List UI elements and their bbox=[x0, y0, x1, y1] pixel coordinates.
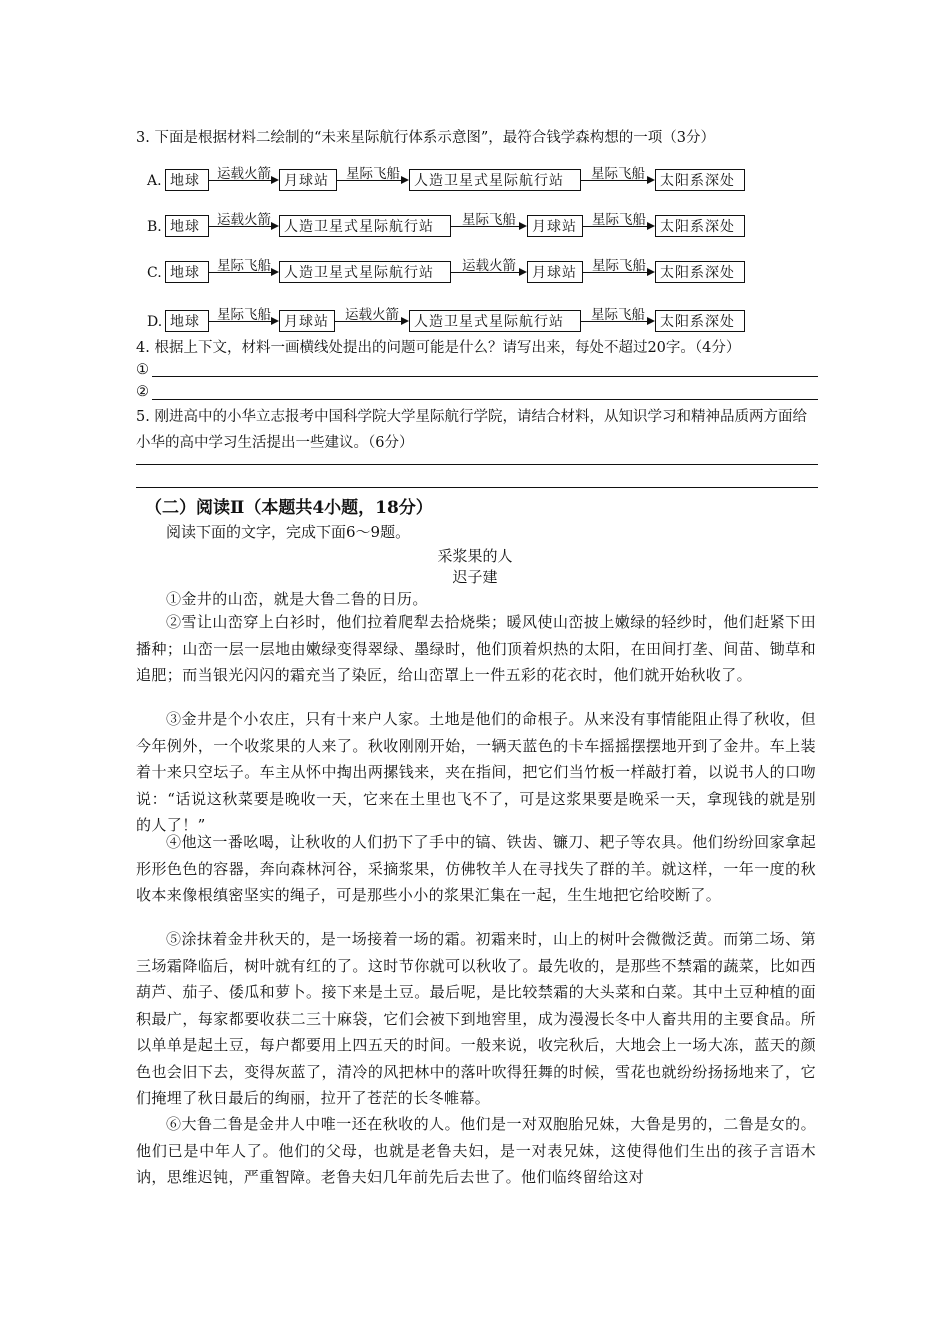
arrow-head-icon bbox=[271, 317, 279, 325]
paragraph-2: ②雪让山峦穿上白衫时，他们拉着爬犁去拾烧柴；暖风使山峦披上嫩绿的轻纱时，他们赶紧下田播种；山峦一层一层地由嫩绿变得翠绿、墨绿时，他们顶着炽热的太阳，在田间打垄、间苗、锄草和追肥；而当银光闪闪的霜充当了染匠，给山峦罩上一件五彩的花衣时，他们就开始秋收了。 bbox=[136, 613, 816, 684]
arrow-label: 星际飞船 bbox=[346, 166, 400, 182]
answer-label-2: ② bbox=[136, 384, 149, 400]
arrow-connector bbox=[583, 258, 655, 286]
answer-line-3[interactable] bbox=[136, 464, 818, 465]
arrow-head-icon bbox=[271, 222, 279, 230]
node-deep-solar-system: 太阳系深处 bbox=[655, 261, 745, 283]
node-earth: 地球 bbox=[165, 169, 209, 191]
arrow-shaft bbox=[451, 272, 521, 273]
node-moon-station: 月球站 bbox=[279, 169, 337, 191]
node-deep-solar-system: 太阳系深处 bbox=[655, 215, 745, 237]
arrow-head-icon bbox=[647, 176, 655, 184]
arrow-connector bbox=[209, 166, 279, 194]
arrow-shaft bbox=[209, 180, 273, 181]
arrow-label: 星际飞船 bbox=[592, 212, 646, 228]
arrow-shaft bbox=[335, 321, 403, 322]
arrow-head-icon bbox=[271, 268, 279, 276]
node-earth: 地球 bbox=[165, 215, 209, 237]
arrow-shaft bbox=[583, 226, 649, 227]
node-satellite-station: 人造卫星式星际航行站 bbox=[409, 310, 581, 332]
answer-line-4[interactable] bbox=[136, 487, 818, 488]
arrow-head-icon bbox=[647, 268, 655, 276]
answer-line-2[interactable] bbox=[152, 399, 818, 400]
arrow-label: 运载火箭 bbox=[217, 212, 271, 228]
reading-instruction: 阅读下面的文字，完成下面6～9题。 bbox=[166, 523, 411, 541]
option-b[interactable] bbox=[147, 212, 767, 242]
arrow-shaft bbox=[583, 272, 649, 273]
arrow-head-icon bbox=[401, 176, 409, 184]
arrow-label: 星际飞船 bbox=[462, 212, 516, 228]
arrow-connector bbox=[451, 258, 527, 286]
article-author: 迟子建 bbox=[452, 568, 498, 586]
option-letter: A. bbox=[147, 173, 162, 189]
arrow-label: 运载火箭 bbox=[345, 307, 399, 323]
paragraph-4: ④他这一番吆喝，让秋收的人们扔下了手中的镐、铁齿、镰刀、耙子等农具。他们纷纷回家拿起形形色色的容器，奔向森林河谷，采摘浆果，仿佛牧羊人在寻找失了群的羊。就这样，一年一度的秋收本来像根缜密坚实的绳子，可是那些小小的浆果汇集在一起，生生地把它给咬断了。 bbox=[136, 833, 816, 904]
arrow-connector bbox=[335, 307, 409, 335]
node-moon-station: 月球站 bbox=[527, 215, 583, 237]
article-title: 采浆果的人 bbox=[437, 547, 513, 565]
option-c[interactable] bbox=[147, 258, 767, 288]
arrow-head-icon bbox=[647, 222, 655, 230]
arrow-shaft bbox=[451, 226, 521, 227]
arrow-connector bbox=[209, 307, 279, 335]
node-earth: 地球 bbox=[165, 261, 209, 283]
node-satellite-station: 人造卫星式星际航行站 bbox=[279, 215, 451, 237]
arrow-connector bbox=[337, 166, 409, 194]
node-moon-station: 月球站 bbox=[279, 310, 335, 332]
paragraph-5: ⑤涂抹着金井秋天的，是一场接着一场的霜。初霜来时，山上的树叶会微微泛黄。而第二场、第三场霜降临后，树叶就有红的了。这时节你就可以秋收了。最先收的，是那些不禁霜的蔬菜，比如西葫芦、茄子、倭瓜和萝卜。接下来是土豆。最后呢，是比较禁霜的大头菜和白菜。其中土豆种植的面积最广，每家都要收获二三十麻袋，它们会被下到地窖里，成为漫漫长冬中人畜共用的主要食品。所以单单是起土豆，每户都要用上四五天的时间。一般来说，收完秋后，大地会上一场大冻，蓝天的颜色也会旧下去，变得灰蓝了，清冷的风把林中的落叶吹得狂舞的时候，雪花也就纷纷扬扬地来了，它们掩埋了秋日最后的绚丽，拉开了苍茫的长冬帷幕。 bbox=[136, 930, 816, 1107]
arrow-label: 星际飞船 bbox=[217, 307, 271, 323]
question-5-stem: 5. 刚进高中的小华立志报考中国科学院大学星际航行学院，请结合材料，从知识学习和精神品质两方面给小华的高中学习生活提出一些建议。（6分） bbox=[136, 409, 807, 451]
arrow-head-icon bbox=[519, 268, 527, 276]
node-satellite-station: 人造卫星式星际航行站 bbox=[409, 169, 581, 191]
paragraph-6: ⑥大鲁二鲁是金井人中唯一还在秋收的人。他们是一对双胞胎兄妹，大鲁是男的，二鲁是女的。他们已是中年人了。他们的父母，也就是老鲁夫妇，是一对表兄妹，这使得他们生出的孩子言语木讷，思维迟钝，严重智障。老鲁夫妇几年前先后去世了。他们临终留给这对 bbox=[136, 1115, 816, 1186]
option-letter: B. bbox=[147, 219, 162, 235]
section-heading: （二）阅读Ⅱ（本题共4小题，18分） bbox=[145, 498, 433, 518]
node-deep-solar-system: 太阳系深处 bbox=[655, 310, 745, 332]
option-d[interactable] bbox=[147, 307, 767, 337]
arrow-label: 星际飞船 bbox=[217, 258, 271, 274]
question-4-stem: 4. 根据上下文，材料一画横线处提出的问题可能是什么？请写出来，每处不超过20字。（4分） bbox=[136, 340, 741, 356]
arrow-head-icon bbox=[519, 222, 527, 230]
answer-line-1[interactable] bbox=[152, 376, 818, 377]
option-letter: C. bbox=[147, 265, 162, 281]
paragraph-3: ③金井是个小农庄，只有十来户人家。土地是他们的命根子。从来没有事情能阻止得了秋收，但今年例外，一个收浆果的人来了。秋收刚刚开始，一辆天蓝色的卡车摇摇摆摆地开到了金井。车上装着十来只空坛子。车主从怀中掏出两摞钱来，夹在指间，把它们当竹板一样敲打着，以说书人的口吻说：“话说这秋菜要是晚收一天，它来在土里也飞不了，可是这浆果要是晚采一天，拿现钱的就是别的人了！” bbox=[136, 710, 816, 834]
arrow-shaft bbox=[581, 180, 649, 181]
arrow-connector bbox=[581, 166, 655, 194]
arrow-shaft bbox=[581, 321, 649, 322]
option-letter: D. bbox=[147, 314, 163, 330]
arrow-head-icon bbox=[401, 317, 409, 325]
node-moon-station: 月球站 bbox=[527, 261, 583, 283]
node-earth: 地球 bbox=[165, 310, 209, 332]
arrow-head-icon bbox=[647, 317, 655, 325]
answer-label-1: ① bbox=[136, 362, 149, 378]
arrow-label: 星际飞船 bbox=[592, 258, 646, 274]
paragraph-1: ①金井的山峦，就是大鲁二鲁的日历。 bbox=[166, 590, 428, 608]
arrow-connector bbox=[583, 212, 655, 240]
arrow-connector bbox=[451, 212, 527, 240]
arrow-shaft bbox=[209, 272, 273, 273]
arrow-label: 星际飞船 bbox=[591, 166, 645, 182]
arrow-connector bbox=[581, 307, 655, 335]
arrow-head-icon bbox=[271, 176, 279, 184]
node-deep-solar-system: 太阳系深处 bbox=[655, 169, 745, 191]
arrow-shaft bbox=[209, 226, 273, 227]
arrow-label: 运载火箭 bbox=[462, 258, 516, 274]
option-a[interactable] bbox=[147, 166, 767, 196]
arrow-label: 星际飞船 bbox=[591, 307, 645, 323]
arrow-label: 运载火箭 bbox=[217, 166, 271, 182]
node-satellite-station: 人造卫星式星际航行站 bbox=[279, 261, 451, 283]
arrow-connector bbox=[209, 258, 279, 286]
arrow-shaft bbox=[209, 321, 273, 322]
arrow-connector bbox=[209, 212, 279, 240]
question-3-stem: 3. 下面是根据材料二绘制的“未来星际航行体系示意图”，最符合钱学森构想的一项（3分） bbox=[136, 130, 715, 146]
arrow-shaft bbox=[337, 180, 403, 181]
